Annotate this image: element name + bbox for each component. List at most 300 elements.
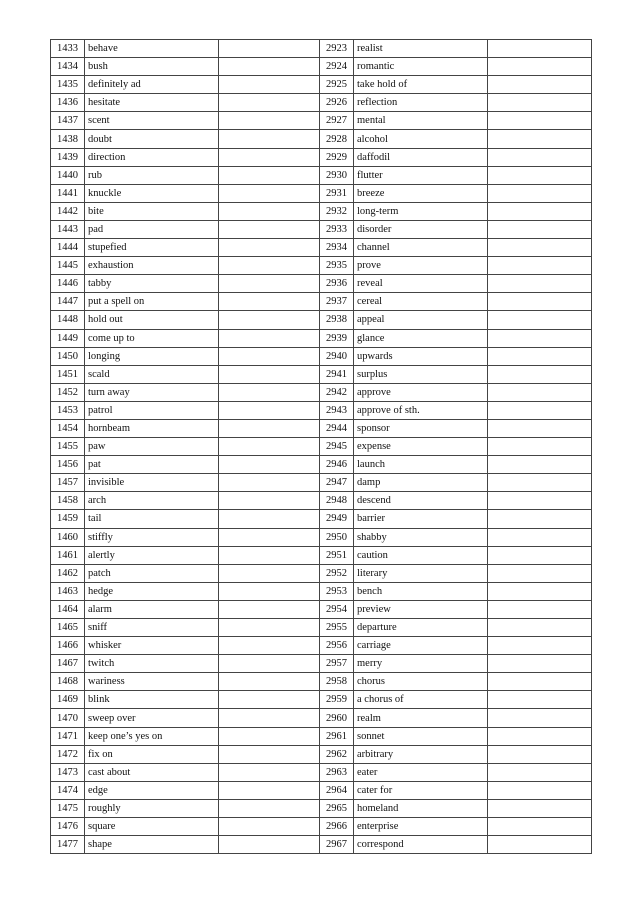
word-number-right: 2936	[320, 275, 354, 293]
word-number-right: 2933	[320, 220, 354, 238]
meaning-cell-left	[219, 673, 320, 691]
word-right: sponsor	[354, 419, 488, 437]
word-number-right: 2932	[320, 202, 354, 220]
word-number-right: 2957	[320, 655, 354, 673]
vocabulary-table-body	[51, 40, 592, 854]
meaning-cell-right	[488, 202, 592, 220]
table-row	[51, 546, 592, 564]
meaning-cell-left	[219, 94, 320, 112]
meaning-cell-right	[488, 745, 592, 763]
word-number-left: 1446	[51, 275, 85, 293]
meaning-cell-left	[219, 745, 320, 763]
word-number-right: 2964	[320, 781, 354, 799]
table-row	[51, 112, 592, 130]
table-row	[51, 257, 592, 275]
word-right: surplus	[354, 365, 488, 383]
table-row	[51, 781, 592, 799]
table-row	[51, 401, 592, 419]
word-number-left: 1433	[51, 40, 85, 58]
word-right: arbitrary	[354, 745, 488, 763]
word-left: bite	[85, 202, 219, 220]
meaning-cell-left	[219, 546, 320, 564]
word-right: eater	[354, 763, 488, 781]
table-row	[51, 438, 592, 456]
word-number-left: 1436	[51, 94, 85, 112]
word-left: put a spell on	[85, 293, 219, 311]
meaning-cell-left	[219, 112, 320, 130]
word-right: merry	[354, 655, 488, 673]
meaning-cell-left	[219, 763, 320, 781]
word-number-right: 2944	[320, 419, 354, 437]
word-right: appeal	[354, 311, 488, 329]
table-row	[51, 275, 592, 293]
word-left: hesitate	[85, 94, 219, 112]
table-row	[51, 419, 592, 437]
meaning-cell-left	[219, 130, 320, 148]
word-number-right: 2942	[320, 383, 354, 401]
meaning-cell-left	[219, 148, 320, 166]
word-number-right: 2967	[320, 836, 354, 854]
meaning-cell-left	[219, 184, 320, 202]
meaning-cell-right	[488, 818, 592, 836]
meaning-cell-left	[219, 709, 320, 727]
word-right: disorder	[354, 220, 488, 238]
meaning-cell-right	[488, 419, 592, 437]
meaning-cell-left	[219, 582, 320, 600]
meaning-cell-left	[219, 438, 320, 456]
word-number-left: 1477	[51, 836, 85, 854]
table-row	[51, 528, 592, 546]
vocabulary-table	[50, 39, 592, 854]
word-number-left: 1435	[51, 76, 85, 94]
word-left: wariness	[85, 673, 219, 691]
word-number-left: 1465	[51, 619, 85, 637]
word-right: daffodil	[354, 148, 488, 166]
word-left: sniff	[85, 619, 219, 637]
word-number-left: 1470	[51, 709, 85, 727]
word-right: channel	[354, 239, 488, 257]
word-number-right: 2951	[320, 546, 354, 564]
word-left: turn away	[85, 383, 219, 401]
word-number-left: 1437	[51, 112, 85, 130]
word-number-right: 2958	[320, 673, 354, 691]
word-right: sonnet	[354, 727, 488, 745]
meaning-cell-left	[219, 691, 320, 709]
meaning-cell-left	[219, 311, 320, 329]
word-number-right: 2935	[320, 257, 354, 275]
word-number-right: 2963	[320, 763, 354, 781]
word-number-right: 2959	[320, 691, 354, 709]
word-left: tail	[85, 510, 219, 528]
table-row	[51, 836, 592, 854]
word-left: rub	[85, 166, 219, 184]
meaning-cell-left	[219, 40, 320, 58]
table-row	[51, 184, 592, 202]
meaning-cell-left	[219, 818, 320, 836]
meaning-cell-left	[219, 257, 320, 275]
word-number-left: 1449	[51, 329, 85, 347]
word-number-left: 1434	[51, 58, 85, 76]
meaning-cell-left	[219, 383, 320, 401]
word-number-right: 2925	[320, 76, 354, 94]
meaning-cell-left	[219, 347, 320, 365]
meaning-cell-right	[488, 528, 592, 546]
meaning-cell-left	[219, 510, 320, 528]
meaning-cell-right	[488, 329, 592, 347]
word-left: direction	[85, 148, 219, 166]
word-right: breeze	[354, 184, 488, 202]
meaning-cell-right	[488, 166, 592, 184]
word-number-left: 1473	[51, 763, 85, 781]
word-right: realm	[354, 709, 488, 727]
word-left: blink	[85, 691, 219, 709]
meaning-cell-left	[219, 275, 320, 293]
meaning-cell-right	[488, 456, 592, 474]
word-number-right: 2931	[320, 184, 354, 202]
table-row	[51, 383, 592, 401]
meaning-cell-right	[488, 293, 592, 311]
table-row	[51, 239, 592, 257]
meaning-cell-left	[219, 799, 320, 817]
meaning-cell-right	[488, 130, 592, 148]
word-right: romantic	[354, 58, 488, 76]
meaning-cell-left	[219, 329, 320, 347]
word-number-left: 1452	[51, 383, 85, 401]
word-number-left: 1447	[51, 293, 85, 311]
meaning-cell-right	[488, 582, 592, 600]
meaning-cell-right	[488, 546, 592, 564]
table-row	[51, 492, 592, 510]
word-left: longing	[85, 347, 219, 365]
word-right: chorus	[354, 673, 488, 691]
word-right: caution	[354, 546, 488, 564]
word-number-right: 2947	[320, 474, 354, 492]
table-row	[51, 727, 592, 745]
word-number-right: 2950	[320, 528, 354, 546]
meaning-cell-right	[488, 257, 592, 275]
word-number-right: 2934	[320, 239, 354, 257]
word-number-left: 1440	[51, 166, 85, 184]
meaning-cell-right	[488, 220, 592, 238]
meaning-cell-right	[488, 763, 592, 781]
table-row	[51, 220, 592, 238]
word-left: scent	[85, 112, 219, 130]
meaning-cell-left	[219, 202, 320, 220]
meaning-cell-right	[488, 383, 592, 401]
table-row	[51, 76, 592, 94]
word-number-right: 2961	[320, 727, 354, 745]
table-row	[51, 166, 592, 184]
word-right: bench	[354, 582, 488, 600]
word-number-right: 2946	[320, 456, 354, 474]
table-row	[51, 510, 592, 528]
word-number-left: 1476	[51, 818, 85, 836]
meaning-cell-left	[219, 600, 320, 618]
word-left: whisker	[85, 637, 219, 655]
word-right: flutter	[354, 166, 488, 184]
meaning-cell-left	[219, 619, 320, 637]
meaning-cell-right	[488, 781, 592, 799]
word-number-right: 2939	[320, 329, 354, 347]
meaning-cell-right	[488, 94, 592, 112]
word-number-right: 2938	[320, 311, 354, 329]
meaning-cell-left	[219, 166, 320, 184]
word-right: reflection	[354, 94, 488, 112]
table-row	[51, 763, 592, 781]
word-left: fix on	[85, 745, 219, 763]
word-number-left: 1468	[51, 673, 85, 691]
word-left: doubt	[85, 130, 219, 148]
table-row	[51, 745, 592, 763]
meaning-cell-left	[219, 401, 320, 419]
word-number-right: 2924	[320, 58, 354, 76]
word-right: alcohol	[354, 130, 488, 148]
word-left: invisible	[85, 474, 219, 492]
word-left: pat	[85, 456, 219, 474]
meaning-cell-right	[488, 401, 592, 419]
table-row	[51, 637, 592, 655]
word-right: enterprise	[354, 818, 488, 836]
table-row	[51, 293, 592, 311]
word-number-right: 2955	[320, 619, 354, 637]
word-left: patch	[85, 564, 219, 582]
word-left: exhaustion	[85, 257, 219, 275]
word-number-left: 1459	[51, 510, 85, 528]
word-number-left: 1462	[51, 564, 85, 582]
word-number-right: 2953	[320, 582, 354, 600]
word-right: prove	[354, 257, 488, 275]
word-right: preview	[354, 600, 488, 618]
word-number-right: 2928	[320, 130, 354, 148]
table-row	[51, 673, 592, 691]
table-row	[51, 347, 592, 365]
meaning-cell-right	[488, 474, 592, 492]
word-number-right: 2952	[320, 564, 354, 582]
table-row	[51, 691, 592, 709]
word-number-left: 1442	[51, 202, 85, 220]
word-number-left: 1444	[51, 239, 85, 257]
word-number-right: 2941	[320, 365, 354, 383]
meaning-cell-right	[488, 112, 592, 130]
word-number-right: 2926	[320, 94, 354, 112]
table-row	[51, 564, 592, 582]
word-number-right: 2956	[320, 637, 354, 655]
word-number-left: 1439	[51, 148, 85, 166]
table-row	[51, 130, 592, 148]
table-row	[51, 600, 592, 618]
word-number-right: 2945	[320, 438, 354, 456]
table-row	[51, 94, 592, 112]
word-left: bush	[85, 58, 219, 76]
meaning-cell-right	[488, 239, 592, 257]
table-row	[51, 148, 592, 166]
table-row	[51, 311, 592, 329]
table-row	[51, 799, 592, 817]
meaning-cell-right	[488, 619, 592, 637]
word-right: approve	[354, 383, 488, 401]
meaning-cell-right	[488, 836, 592, 854]
word-number-left: 1450	[51, 347, 85, 365]
meaning-cell-right	[488, 311, 592, 329]
meaning-cell-right	[488, 727, 592, 745]
word-left: hornbeam	[85, 419, 219, 437]
word-number-left: 1448	[51, 311, 85, 329]
word-number-right: 2954	[320, 600, 354, 618]
word-left: square	[85, 818, 219, 836]
word-right: literary	[354, 564, 488, 582]
meaning-cell-left	[219, 655, 320, 673]
word-right: long-term	[354, 202, 488, 220]
meaning-cell-left	[219, 836, 320, 854]
word-number-left: 1441	[51, 184, 85, 202]
word-left: roughly	[85, 799, 219, 817]
word-number-right: 2962	[320, 745, 354, 763]
word-number-right: 2965	[320, 799, 354, 817]
word-left: knuckle	[85, 184, 219, 202]
meaning-cell-right	[488, 347, 592, 365]
word-left: pad	[85, 220, 219, 238]
word-right: glance	[354, 329, 488, 347]
table-row	[51, 709, 592, 727]
word-number-right: 2960	[320, 709, 354, 727]
word-right: take hold of	[354, 76, 488, 94]
meaning-cell-right	[488, 709, 592, 727]
word-number-left: 1445	[51, 257, 85, 275]
word-number-left: 1461	[51, 546, 85, 564]
meaning-cell-left	[219, 474, 320, 492]
meaning-cell-right	[488, 184, 592, 202]
word-number-right: 2966	[320, 818, 354, 836]
meaning-cell-right	[488, 600, 592, 618]
word-number-left: 1458	[51, 492, 85, 510]
table-row	[51, 655, 592, 673]
word-right: upwards	[354, 347, 488, 365]
word-left: hold out	[85, 311, 219, 329]
word-number-left: 1453	[51, 401, 85, 419]
table-row	[51, 582, 592, 600]
word-left: scald	[85, 365, 219, 383]
word-left: hedge	[85, 582, 219, 600]
word-left: behave	[85, 40, 219, 58]
word-left: patrol	[85, 401, 219, 419]
meaning-cell-left	[219, 293, 320, 311]
word-right: realist	[354, 40, 488, 58]
word-right: expense	[354, 438, 488, 456]
word-right: reveal	[354, 275, 488, 293]
table-row	[51, 40, 592, 58]
word-number-left: 1443	[51, 220, 85, 238]
word-number-right: 2949	[320, 510, 354, 528]
meaning-cell-left	[219, 456, 320, 474]
word-right: homeland	[354, 799, 488, 817]
word-number-left: 1451	[51, 365, 85, 383]
meaning-cell-left	[219, 528, 320, 546]
word-number-left: 1460	[51, 528, 85, 546]
word-right: mental	[354, 112, 488, 130]
meaning-cell-left	[219, 365, 320, 383]
table-row	[51, 329, 592, 347]
table-row	[51, 619, 592, 637]
word-number-left: 1467	[51, 655, 85, 673]
meaning-cell-left	[219, 419, 320, 437]
word-number-right: 2929	[320, 148, 354, 166]
word-number-left: 1438	[51, 130, 85, 148]
word-number-left: 1466	[51, 637, 85, 655]
table-row	[51, 456, 592, 474]
word-left: alarm	[85, 600, 219, 618]
word-left: arch	[85, 492, 219, 510]
word-right: approve of sth.	[354, 401, 488, 419]
meaning-cell-left	[219, 239, 320, 257]
word-number-right: 2943	[320, 401, 354, 419]
word-left: cast about	[85, 763, 219, 781]
word-number-left: 1471	[51, 727, 85, 745]
word-left: stupefied	[85, 239, 219, 257]
meaning-cell-right	[488, 365, 592, 383]
word-number-right: 2923	[320, 40, 354, 58]
word-number-left: 1464	[51, 600, 85, 618]
word-right: correspond	[354, 836, 488, 854]
word-number-right: 2927	[320, 112, 354, 130]
word-number-right: 2930	[320, 166, 354, 184]
word-left: edge	[85, 781, 219, 799]
word-number-right: 2937	[320, 293, 354, 311]
meaning-cell-right	[488, 564, 592, 582]
word-number-left: 1455	[51, 438, 85, 456]
table-row	[51, 365, 592, 383]
word-right: damp	[354, 474, 488, 492]
meaning-cell-right	[488, 148, 592, 166]
meaning-cell-right	[488, 691, 592, 709]
word-number-left: 1474	[51, 781, 85, 799]
meaning-cell-right	[488, 40, 592, 58]
word-number-left: 1469	[51, 691, 85, 709]
word-right: descend	[354, 492, 488, 510]
meaning-cell-right	[488, 637, 592, 655]
word-left: definitely ad	[85, 76, 219, 94]
meaning-cell-right	[488, 510, 592, 528]
word-left: paw	[85, 438, 219, 456]
meaning-cell-right	[488, 492, 592, 510]
word-right: launch	[354, 456, 488, 474]
word-number-left: 1454	[51, 419, 85, 437]
word-left: shape	[85, 836, 219, 854]
meaning-cell-left	[219, 564, 320, 582]
word-number-left: 1457	[51, 474, 85, 492]
word-number-left: 1475	[51, 799, 85, 817]
word-right: cater for	[354, 781, 488, 799]
word-left: tabby	[85, 275, 219, 293]
meaning-cell-left	[219, 781, 320, 799]
meaning-cell-left	[219, 637, 320, 655]
word-left: stiffly	[85, 528, 219, 546]
word-left: sweep over	[85, 709, 219, 727]
word-right: barrier	[354, 510, 488, 528]
word-left: twitch	[85, 655, 219, 673]
word-number-left: 1463	[51, 582, 85, 600]
meaning-cell-left	[219, 727, 320, 745]
word-right: departure	[354, 619, 488, 637]
table-row	[51, 818, 592, 836]
word-right: a chorus of	[354, 691, 488, 709]
meaning-cell-right	[488, 655, 592, 673]
table-row	[51, 58, 592, 76]
meaning-cell-right	[488, 76, 592, 94]
word-number-left: 1456	[51, 456, 85, 474]
meaning-cell-left	[219, 58, 320, 76]
word-number-right: 2940	[320, 347, 354, 365]
word-number-right: 2948	[320, 492, 354, 510]
